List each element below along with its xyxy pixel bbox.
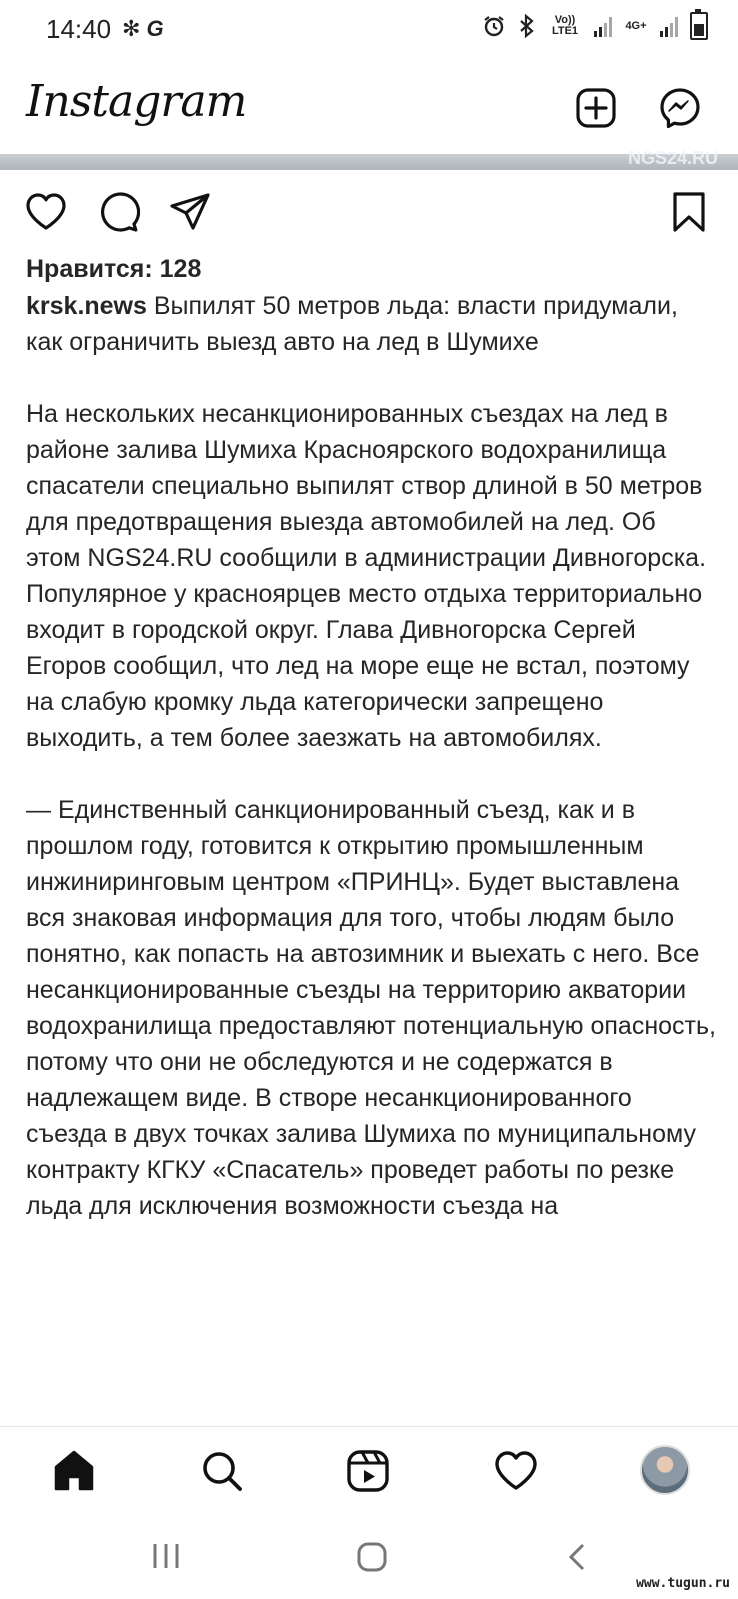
plus-square-icon[interactable] (574, 86, 618, 130)
status-bar (0, 0, 738, 60)
caption-paragraph: — Единственный санкционированный съезд, как и в прошлом году, готовится к открытию промышленным инжиниринговым центром «ПРИНЦ». Будет выставлена вся знаковая информация для того, чтобы людям было понятно, как попасть на автозимник и выехать с него. Все несанкционированные съезды на территорию акватории водохранилища предоставляют потенциальную опасность, потому что они не обследуются и не содержатся в надлежащем виде. В створе несанкционированного съезда в двух точках залива Шумиха по муниципальному контракту КГКУ «Спасатель» проведет работы по резке льда для исключения возможности съезда на (26, 796, 716, 1220)
search-icon[interactable] (198, 1447, 246, 1495)
likes-count[interactable]: Нравится: 128 (26, 255, 202, 283)
caption-title: Выпилят 50 метров льда: власти придумали, как ограничить выезд авто на лед в Шумихе (26, 292, 678, 356)
system-navigation-bar (0, 1518, 738, 1599)
save-bookmark-icon[interactable] (670, 190, 708, 234)
battery-icon (690, 12, 708, 40)
caption-paragraph: На нескольких несанкционированных съездах на лед в районе залива Шумиха Красноярского водохранилища спасатели специально выпилят створ длиной в 50 метров для предотвращения выезда автомобилей на лед. Об этом NGS24.RU сообщили в администрации Дивногорска. Популярное у красноярцев место отдыха территориально входит в городской округ. Глава Дивногорска Сергей Егоров сообщил, что лед на море еще не встал, поэтому на слабую кромку льда категорически запрещено выходить, а тем более заезжать на автомобилях. (26, 400, 707, 752)
network-4g-label: 4G+ (625, 19, 647, 32)
app-header (0, 70, 738, 156)
caption-first-paragraph (26, 288, 716, 360)
recent-apps-icon[interactable] (150, 1542, 182, 1570)
home-button-icon[interactable] (356, 1542, 388, 1572)
status-time: 14:40 (46, 14, 112, 44)
instagram-logo: Instagram (26, 76, 247, 127)
post-actions (0, 190, 738, 240)
alarm-icon (482, 14, 506, 38)
status-right-icons (482, 12, 708, 40)
heart-icon[interactable] (492, 1447, 540, 1495)
like-heart-icon[interactable] (24, 190, 68, 234)
reels-icon[interactable] (344, 1447, 392, 1495)
network-lte-label: Vo)) LTE1 (551, 14, 579, 37)
image-watermark: NGS24.RU (627, 148, 718, 168)
comment-icon[interactable] (96, 190, 140, 234)
home-icon[interactable] (50, 1447, 98, 1495)
messenger-icon[interactable] (658, 86, 702, 130)
bluetooth-icon (518, 14, 536, 38)
status-left-icons: ✻ G (122, 16, 164, 41)
signal-bars-icon (594, 15, 612, 37)
post-username[interactable]: krsk.news (26, 292, 147, 320)
profile-avatar[interactable] (640, 1445, 690, 1495)
back-icon[interactable] (566, 1542, 588, 1572)
signal-bars-icon-2 (660, 15, 678, 37)
post-image[interactable] (0, 148, 738, 170)
post-caption (26, 288, 716, 1260)
site-watermark: www.tugun.ru (636, 1576, 730, 1591)
share-icon[interactable] (168, 190, 212, 234)
bottom-navigation (0, 1426, 738, 1517)
